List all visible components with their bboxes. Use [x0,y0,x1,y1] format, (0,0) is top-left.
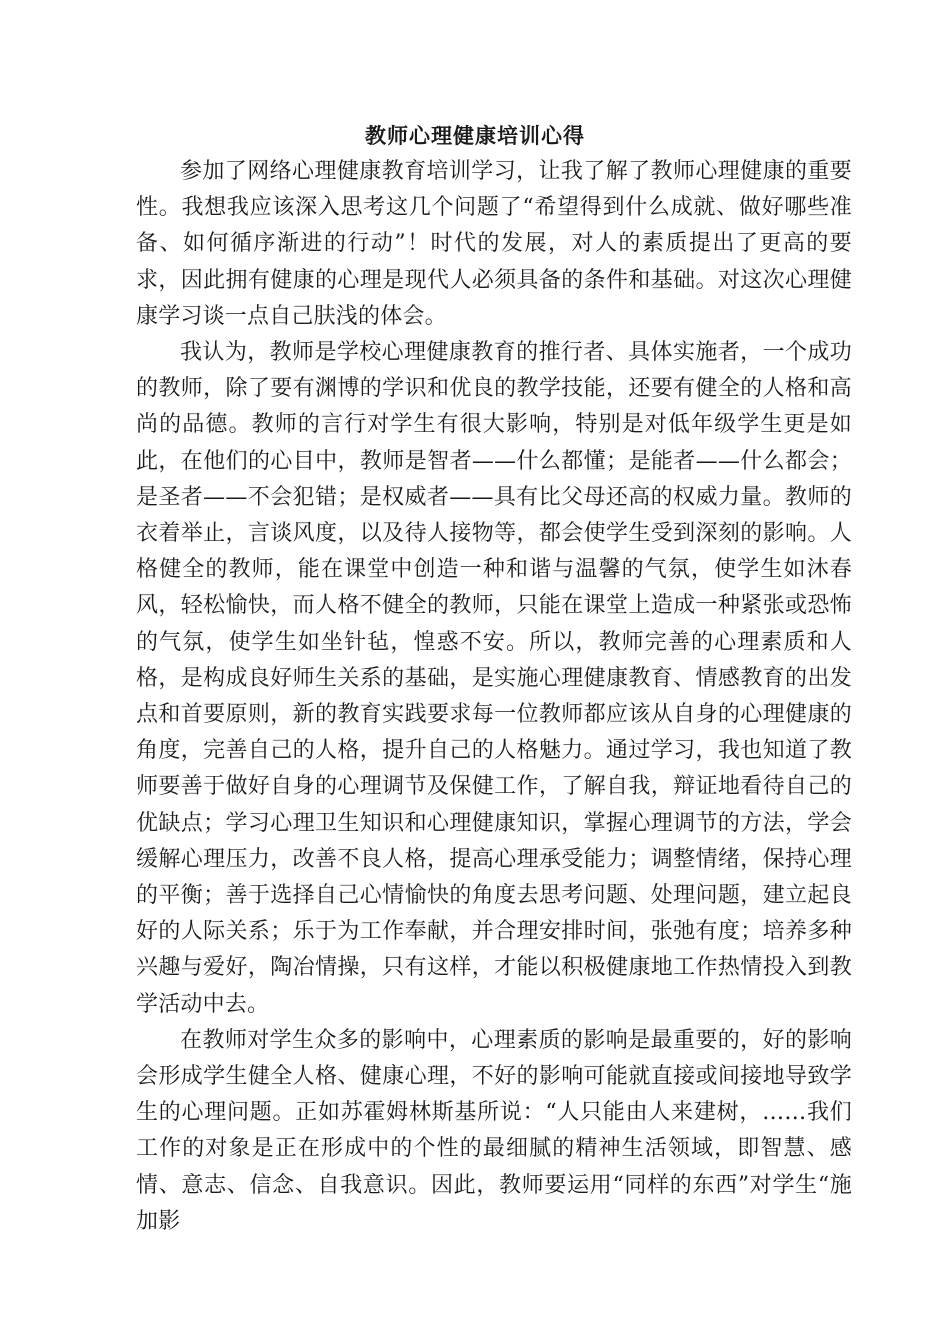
paragraph-psychological-influence: 在教师对学生众多的影响中，心理素质的影响是最重要的，好的影响会形成学生健全人格、健康心理，不好的影响可能就直接或间接地导致学生的心理问题。正如苏霍姆林斯基所说：“人只能由人来建树，……我们工作的对象是正在形成中的个性的最细腻的精神生活领域，即智慧、感情、意志、信念、自我意识。因此，教师要运用“同样的东西”对学生“施加影 [136,1027,852,1234]
document-title: 教师心理健康培训心得 [365,123,585,148]
paragraph-intro: 参加了网络心理健康教育培训学习，让我了解了教师心理健康的重要性。我想我应该深入思考这几个问题了“希望得到什么成就、做好哪些准备、如何循序渐进的行动”！时代的发展，对人的素质提出了更高的要求，因此拥有健康的心理是现代人必须具备的条件和基础。对这次心理健康学习谈一点自己肤浅的体会。 [136,159,852,329]
document-body [136,154,852,1240]
paragraph-teacher-role: 我认为，教师是学校心理健康教育的推行者、具体实施者，一个成功的教师，除了要有渊博的学识和优良的教学技能，还要有健全的人格和高尚的品德。教师的言行对学生有很大影响，特别是对低年级学生更是如此，在他们的心目中，教师是智者——什么都懂；是能者——什么都会；是圣者——不会犯错；是权威者——具有比父母还高的权威力量。教师的衣着举止，言谈风度，以及待人接物等，都会使学生受到深刻的影响。人格健全的教师，能在课堂中创造一种和谐与温馨的气氛，使学生如沐春风，轻松愉快，而人格不健全的教师，只能在课堂上造成一种紧张或恐怖的气氛，使学生如坐针毡，惶惑不安。所以，教师完善的心理素质和人格，是构成良好师生关系的基础，是实施心理健康教育、情感教育的出发点和首要原则，新的教育实践要求每一位教师都应该从自身的心理健康的角度，完善自己的人格，提升自己的人格魅力。通过学习，我也知道了教师要善于做好自身的心理调节及保健工作，了解自我，辩证地看待自己的优缺点；学习心理卫生知识和心理健康知识，掌握心理调节的方法，学会缓解心理压力，改善不良人格，提高心理承受能力；调整情绪，保持心理的平衡；善于选择自己心情愉快的角度去思考问题、处理问题，建立起良好的人际关系；乐于为工作奉献，并合理安排时间，张弛有度；培养多种兴趣与爱好，陶冶情操，只有这样，才能以积极健康地工作热情投入到教学活动中去。 [136,340,852,1017]
